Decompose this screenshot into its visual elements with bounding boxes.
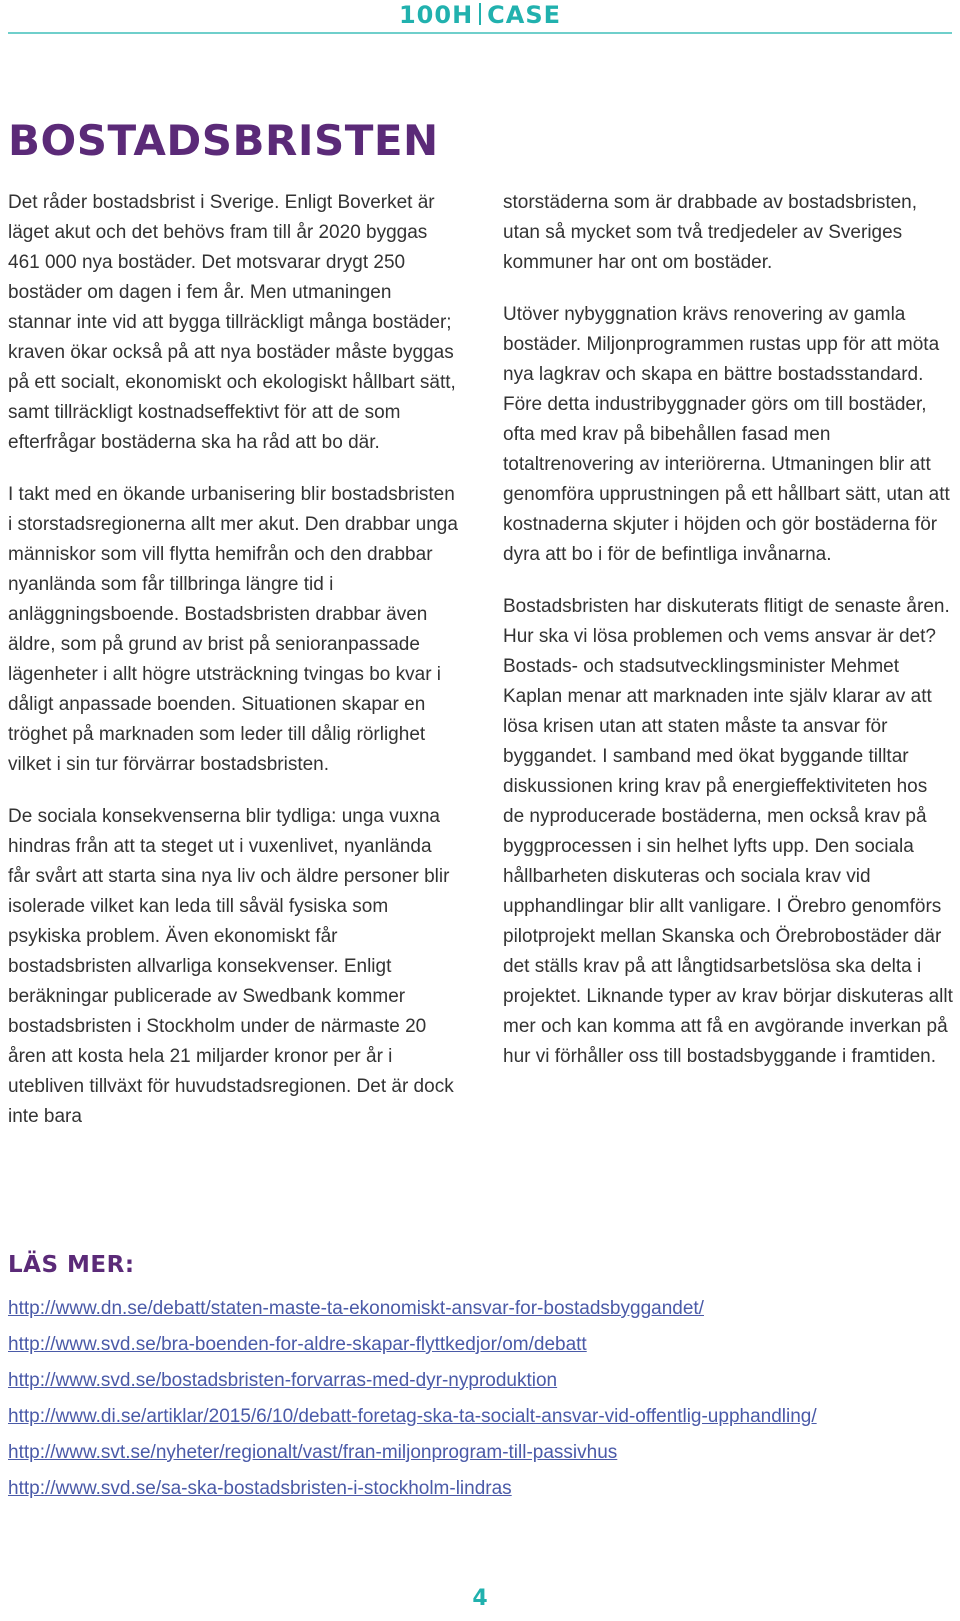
header-brand: 100H xyxy=(398,1,474,29)
read-more-heading: LÄS MER: xyxy=(8,1252,135,1278)
article-title: BOSTADSBRISTEN xyxy=(8,116,439,165)
link-dn-debatt[interactable]: http://www.dn.se/debatt/staten-maste-ta-ekonomiskt-ansvar-for-bostadsbyggandet/ xyxy=(8,1298,704,1319)
page-header xyxy=(0,0,960,32)
paragraph: Bostadsbristen har diskuterats flitigt de senaste åren. Hur ska vi lösa problemen och vems ansvar är det? Bostads- och stadsutvecklingsminister Mehmet Kaplan menar att marknaden inte själv klarar av att lösa krisen utan att staten måste ta ansvar för byggandet. I samband med ökat byggande tilltar diskussionen kring krav på energieffektiviteten hos de nyproducerade bostäderna, men också krav på byggprocessen i sin helhet lyfts upp. Den sociala hållbarheten diskuteras och sociala krav vid upphandlingar blir allt vanligare. I Örebro genomförs pilotprojekt mellan Skanska och Örebrobostäder där det ställs krav på att långtidsarbetslösa ska delta i projektet. Liknande typer av krav börjar diskuteras allt mer och kan komma att få en avgörande inverkan på hur vi förhåller oss till bostadsbyggande i framtiden. xyxy=(503,596,953,1067)
paragraph: Det råder bostadsbrist i Sverige. Enligt Boverket är läget akut och det behövs fram till år 2020 byggas 461 000 nya bostäder. Det motsvarar drygt 250 bostäder om dagen i fem år. Men utmaningen stannar inte vid att bygga tillräckligt många bostäder; kraven ökar också på att nya bostäder måste byggas på ett socialt, ekonomiskt och ekologiskt hållbart sätt, samt tillräckligt kostnadseffektivt för att de som efterfrågar bostäderna ska ha råd att bo där. xyxy=(8,192,456,453)
header-section: CASE xyxy=(487,1,562,29)
paragraph: I takt med en ökande urbanisering blir bostadsbristen i storstadsregionerna allt mer akut. Den drabbar unga människor som vill flytta hemifrån och den drabbar nyanlända som får tillbringa längre tid i anläggningsboende. Bostadsbristen drabbar även äldre, som på grund av brist på senioranpassade lägenheter i allt högre utsträckning tvingas bo kvar i dåligt anpassade boenden. Situationen skapar en tröghet på marknaden som leder till dålig rörlighet vilket i sin tur förvärrar bostadsbristen. xyxy=(8,484,458,775)
article-column-left xyxy=(8,188,458,1154)
read-more-links xyxy=(8,1291,948,1507)
link-svt-passivhus[interactable]: http://www.svt.se/nyheter/regionalt/vast/fran-miljonprogram-till-passivhus xyxy=(8,1442,618,1463)
link-svd-boenden[interactable]: http://www.svd.se/bra-boenden-for-aldre-skapar-flyttkedjor/om/debatt xyxy=(8,1334,587,1355)
link-di-upphandling[interactable]: http://www.di.se/artiklar/2015/6/10/debatt-foretag-ska-ta-socialt-ansvar-vid-offentlig-upphandling/ xyxy=(8,1406,817,1427)
paragraph: Utöver nybyggnation krävs renovering av gamla bostäder. Miljonprogrammen rustas upp för att möta nya lagkrav och skapa en bättre bostadsstandard. Före detta industribyggnader görs om till bostäder, ofta med krav på bibehållen fasad men totaltrenovering av interiörerna. Utmaningen blir att genomföra upprustningen på ett hållbart sätt, utan att kostnaderna skjuter i höjden och gör bostäderna för dyra att bo i för de befintliga invånarna. xyxy=(503,304,950,565)
header-divider xyxy=(8,32,952,34)
page-number: 4 xyxy=(472,1586,488,1611)
paragraph: storstäderna som är drabbade av bostadsbristen, utan så mycket som två tredjedeler av Sveriges kommuner har ont om bostäder. xyxy=(503,192,918,273)
link-svd-stockholm[interactable]: http://www.svd.se/sa-ska-bostadsbristen-i-stockholm-lindras xyxy=(8,1478,512,1499)
article-column-right xyxy=(503,188,953,1094)
link-svd-nyproduktion[interactable]: http://www.svd.se/bostadsbristen-forvarras-med-dyr-nyproduktion xyxy=(8,1370,558,1391)
paragraph: De sociala konsekvenserna blir tydliga: unga vuxna hindras från att ta steget ut i vuxenlivet, nyanlända får svårt att starta sina nya liv och äldre personer blir isolerade vilket kan leda till såväl fysiska som psykiska problem. Även ekonomiskt får bostadsbristen allvarliga konsekvenser. Enligt beräkningar publicerade av Swedbank kommer bostadsbristen i Stockholm under de närmaste 20 åren att kosta hela 21 miljarder kronor per år i utebliven tillväxt för huvudstadsregionen. Det är dock inte bara xyxy=(8,806,454,1127)
header-separator xyxy=(479,3,481,25)
